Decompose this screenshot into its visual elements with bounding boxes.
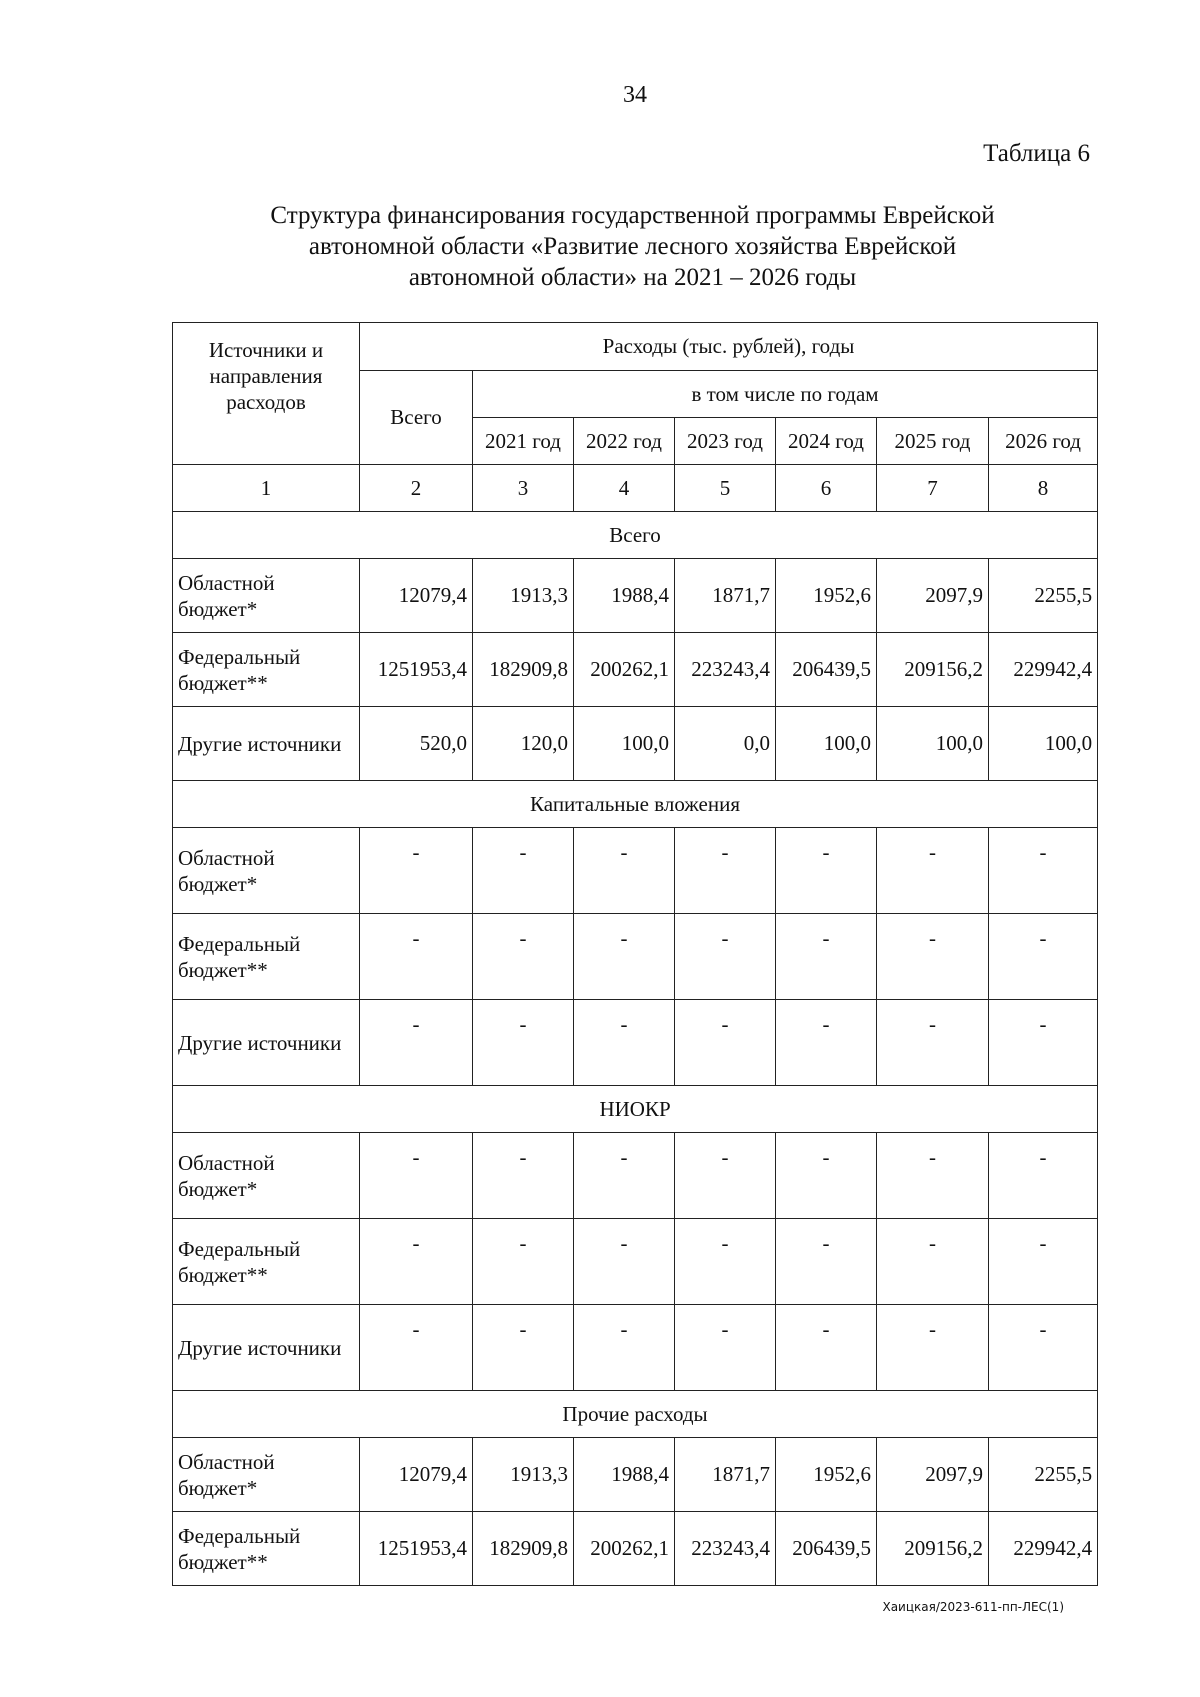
value-cell: 1952,6 — [776, 559, 877, 633]
column-number: 6 — [776, 465, 877, 512]
value-cell: 209156,2 — [877, 1512, 989, 1586]
table-label: Таблица 6 — [983, 140, 1090, 167]
value-cell: - — [776, 1305, 877, 1391]
value-cell: - — [360, 1000, 473, 1086]
value-cell: - — [473, 1000, 574, 1086]
year-header: 2026 год — [989, 418, 1098, 465]
value-cell: - — [473, 914, 574, 1000]
value-cell: 223243,4 — [675, 1512, 776, 1586]
table-row — [173, 828, 1098, 914]
financing-table — [172, 322, 1098, 1586]
value-cell: 182909,8 — [473, 1512, 574, 1586]
value-cell: 206439,5 — [776, 633, 877, 707]
page-number: 34 — [623, 82, 647, 108]
value-cell: 100,0 — [877, 707, 989, 781]
value-cell: - — [989, 1000, 1098, 1086]
table-row — [173, 1512, 1098, 1586]
value-cell: - — [989, 1305, 1098, 1391]
value-cell: - — [360, 1133, 473, 1219]
source-label: Федеральный бюджет** — [173, 914, 360, 1000]
value-cell: 100,0 — [776, 707, 877, 781]
value-cell: - — [574, 828, 675, 914]
document-title — [170, 200, 1095, 293]
value-cell: 200262,1 — [574, 1512, 675, 1586]
value-cell: - — [473, 1305, 574, 1391]
table-row — [173, 914, 1098, 1000]
year-header: 2021 год — [473, 418, 574, 465]
value-cell: - — [776, 828, 877, 914]
value-cell: 1988,4 — [574, 559, 675, 633]
source-label: Другие источники — [173, 1000, 360, 1086]
value-cell: - — [473, 1133, 574, 1219]
table-row — [173, 1305, 1098, 1391]
table-row — [173, 1438, 1098, 1512]
value-cell: 2097,9 — [877, 559, 989, 633]
table-row — [173, 559, 1098, 633]
section-title: Всего — [173, 512, 1098, 559]
value-cell: - — [675, 914, 776, 1000]
column-number: 3 — [473, 465, 574, 512]
value-cell: 100,0 — [989, 707, 1098, 781]
value-cell: 1913,3 — [473, 1438, 574, 1512]
value-cell: 200262,1 — [574, 633, 675, 707]
value-cell: - — [574, 914, 675, 1000]
value-cell: - — [574, 1219, 675, 1305]
value-cell: - — [776, 1000, 877, 1086]
by-years-header: в том числе по годам — [473, 371, 1098, 418]
source-header: Источники и направления расходов — [173, 323, 360, 465]
value-cell: - — [877, 1219, 989, 1305]
value-cell: 1952,6 — [776, 1438, 877, 1512]
section-title: Капитальные вложения — [173, 781, 1098, 828]
value-cell: 12079,4 — [360, 1438, 473, 1512]
value-cell: 12079,4 — [360, 559, 473, 633]
value-cell: - — [473, 828, 574, 914]
value-cell: - — [877, 1000, 989, 1086]
table-row — [173, 1000, 1098, 1086]
value-cell: - — [776, 1219, 877, 1305]
value-cell: - — [675, 1000, 776, 1086]
value-cell: - — [675, 1219, 776, 1305]
source-label: Областной бюджет* — [173, 1133, 360, 1219]
value-cell: - — [574, 1133, 675, 1219]
value-cell: - — [877, 914, 989, 1000]
source-label: Другие источники — [173, 707, 360, 781]
value-cell: 1251953,4 — [360, 1512, 473, 1586]
value-cell: - — [360, 1305, 473, 1391]
year-header: 2023 год — [675, 418, 776, 465]
source-label: Областной бюджет* — [173, 828, 360, 914]
value-cell: - — [989, 1133, 1098, 1219]
value-cell: 209156,2 — [877, 633, 989, 707]
year-header: 2025 год — [877, 418, 989, 465]
table-row — [173, 1133, 1098, 1219]
column-number: 2 — [360, 465, 473, 512]
value-cell: - — [776, 1133, 877, 1219]
source-label: Федеральный бюджет** — [173, 633, 360, 707]
value-cell: 1871,7 — [675, 1438, 776, 1512]
year-header: 2022 год — [574, 418, 675, 465]
table-row — [173, 1219, 1098, 1305]
value-cell: 229942,4 — [989, 1512, 1098, 1586]
title-line: автономной области» на 2021 – 2026 годы — [408, 264, 857, 291]
source-label: Областной бюджет* — [173, 559, 360, 633]
value-cell: - — [989, 914, 1098, 1000]
column-number: 5 — [675, 465, 776, 512]
value-cell: 2097,9 — [877, 1438, 989, 1512]
value-cell: - — [877, 1305, 989, 1391]
source-label: Областной бюджет* — [173, 1438, 360, 1512]
value-cell: - — [473, 1219, 574, 1305]
value-cell: - — [360, 828, 473, 914]
value-cell: 229942,4 — [989, 633, 1098, 707]
value-cell: - — [360, 1219, 473, 1305]
value-cell: - — [675, 1305, 776, 1391]
value-cell: - — [574, 1305, 675, 1391]
value-cell: 206439,5 — [776, 1512, 877, 1586]
value-cell: 0,0 — [675, 707, 776, 781]
value-cell: - — [675, 1133, 776, 1219]
year-header: 2024 год — [776, 418, 877, 465]
value-cell: - — [675, 828, 776, 914]
value-cell: - — [989, 1219, 1098, 1305]
column-number: 1 — [173, 465, 360, 512]
value-cell: - — [989, 828, 1098, 914]
value-cell: 1251953,4 — [360, 633, 473, 707]
table-row — [173, 633, 1098, 707]
value-cell: - — [574, 1000, 675, 1086]
value-cell: 1988,4 — [574, 1438, 675, 1512]
value-cell: 2255,5 — [989, 1438, 1098, 1512]
title-line: Структура финансирования государственной программы Еврейской — [270, 202, 995, 229]
table-row — [173, 707, 1098, 781]
title-line: автономной области «Развитие лесного хозяйства Еврейской — [308, 233, 957, 260]
expenses-header: Расходы (тыс. рублей), годы — [360, 323, 1098, 371]
section-title: Прочие расходы — [173, 1391, 1098, 1438]
value-cell: 2255,5 — [989, 559, 1098, 633]
value-cell: 1871,7 — [675, 559, 776, 633]
value-cell: 223243,4 — [675, 633, 776, 707]
column-number: 4 — [574, 465, 675, 512]
total-header: Всего — [360, 371, 473, 465]
column-number: 7 — [877, 465, 989, 512]
value-cell: 182909,8 — [473, 633, 574, 707]
source-label: Другие источники — [173, 1305, 360, 1391]
source-label: Федеральный бюджет** — [173, 1512, 360, 1586]
value-cell: 100,0 — [574, 707, 675, 781]
footer-document-code: Хаицкая/2023-611-пп-ЛЕС(1) — [882, 1600, 1064, 1614]
value-cell: - — [776, 914, 877, 1000]
column-number: 8 — [989, 465, 1098, 512]
section-title: НИОКР — [173, 1086, 1098, 1133]
value-cell: 1913,3 — [473, 559, 574, 633]
value-cell: 520,0 — [360, 707, 473, 781]
source-label: Федеральный бюджет** — [173, 1219, 360, 1305]
value-cell: 120,0 — [473, 707, 574, 781]
value-cell: - — [877, 828, 989, 914]
value-cell: - — [877, 1133, 989, 1219]
value-cell: - — [360, 914, 473, 1000]
